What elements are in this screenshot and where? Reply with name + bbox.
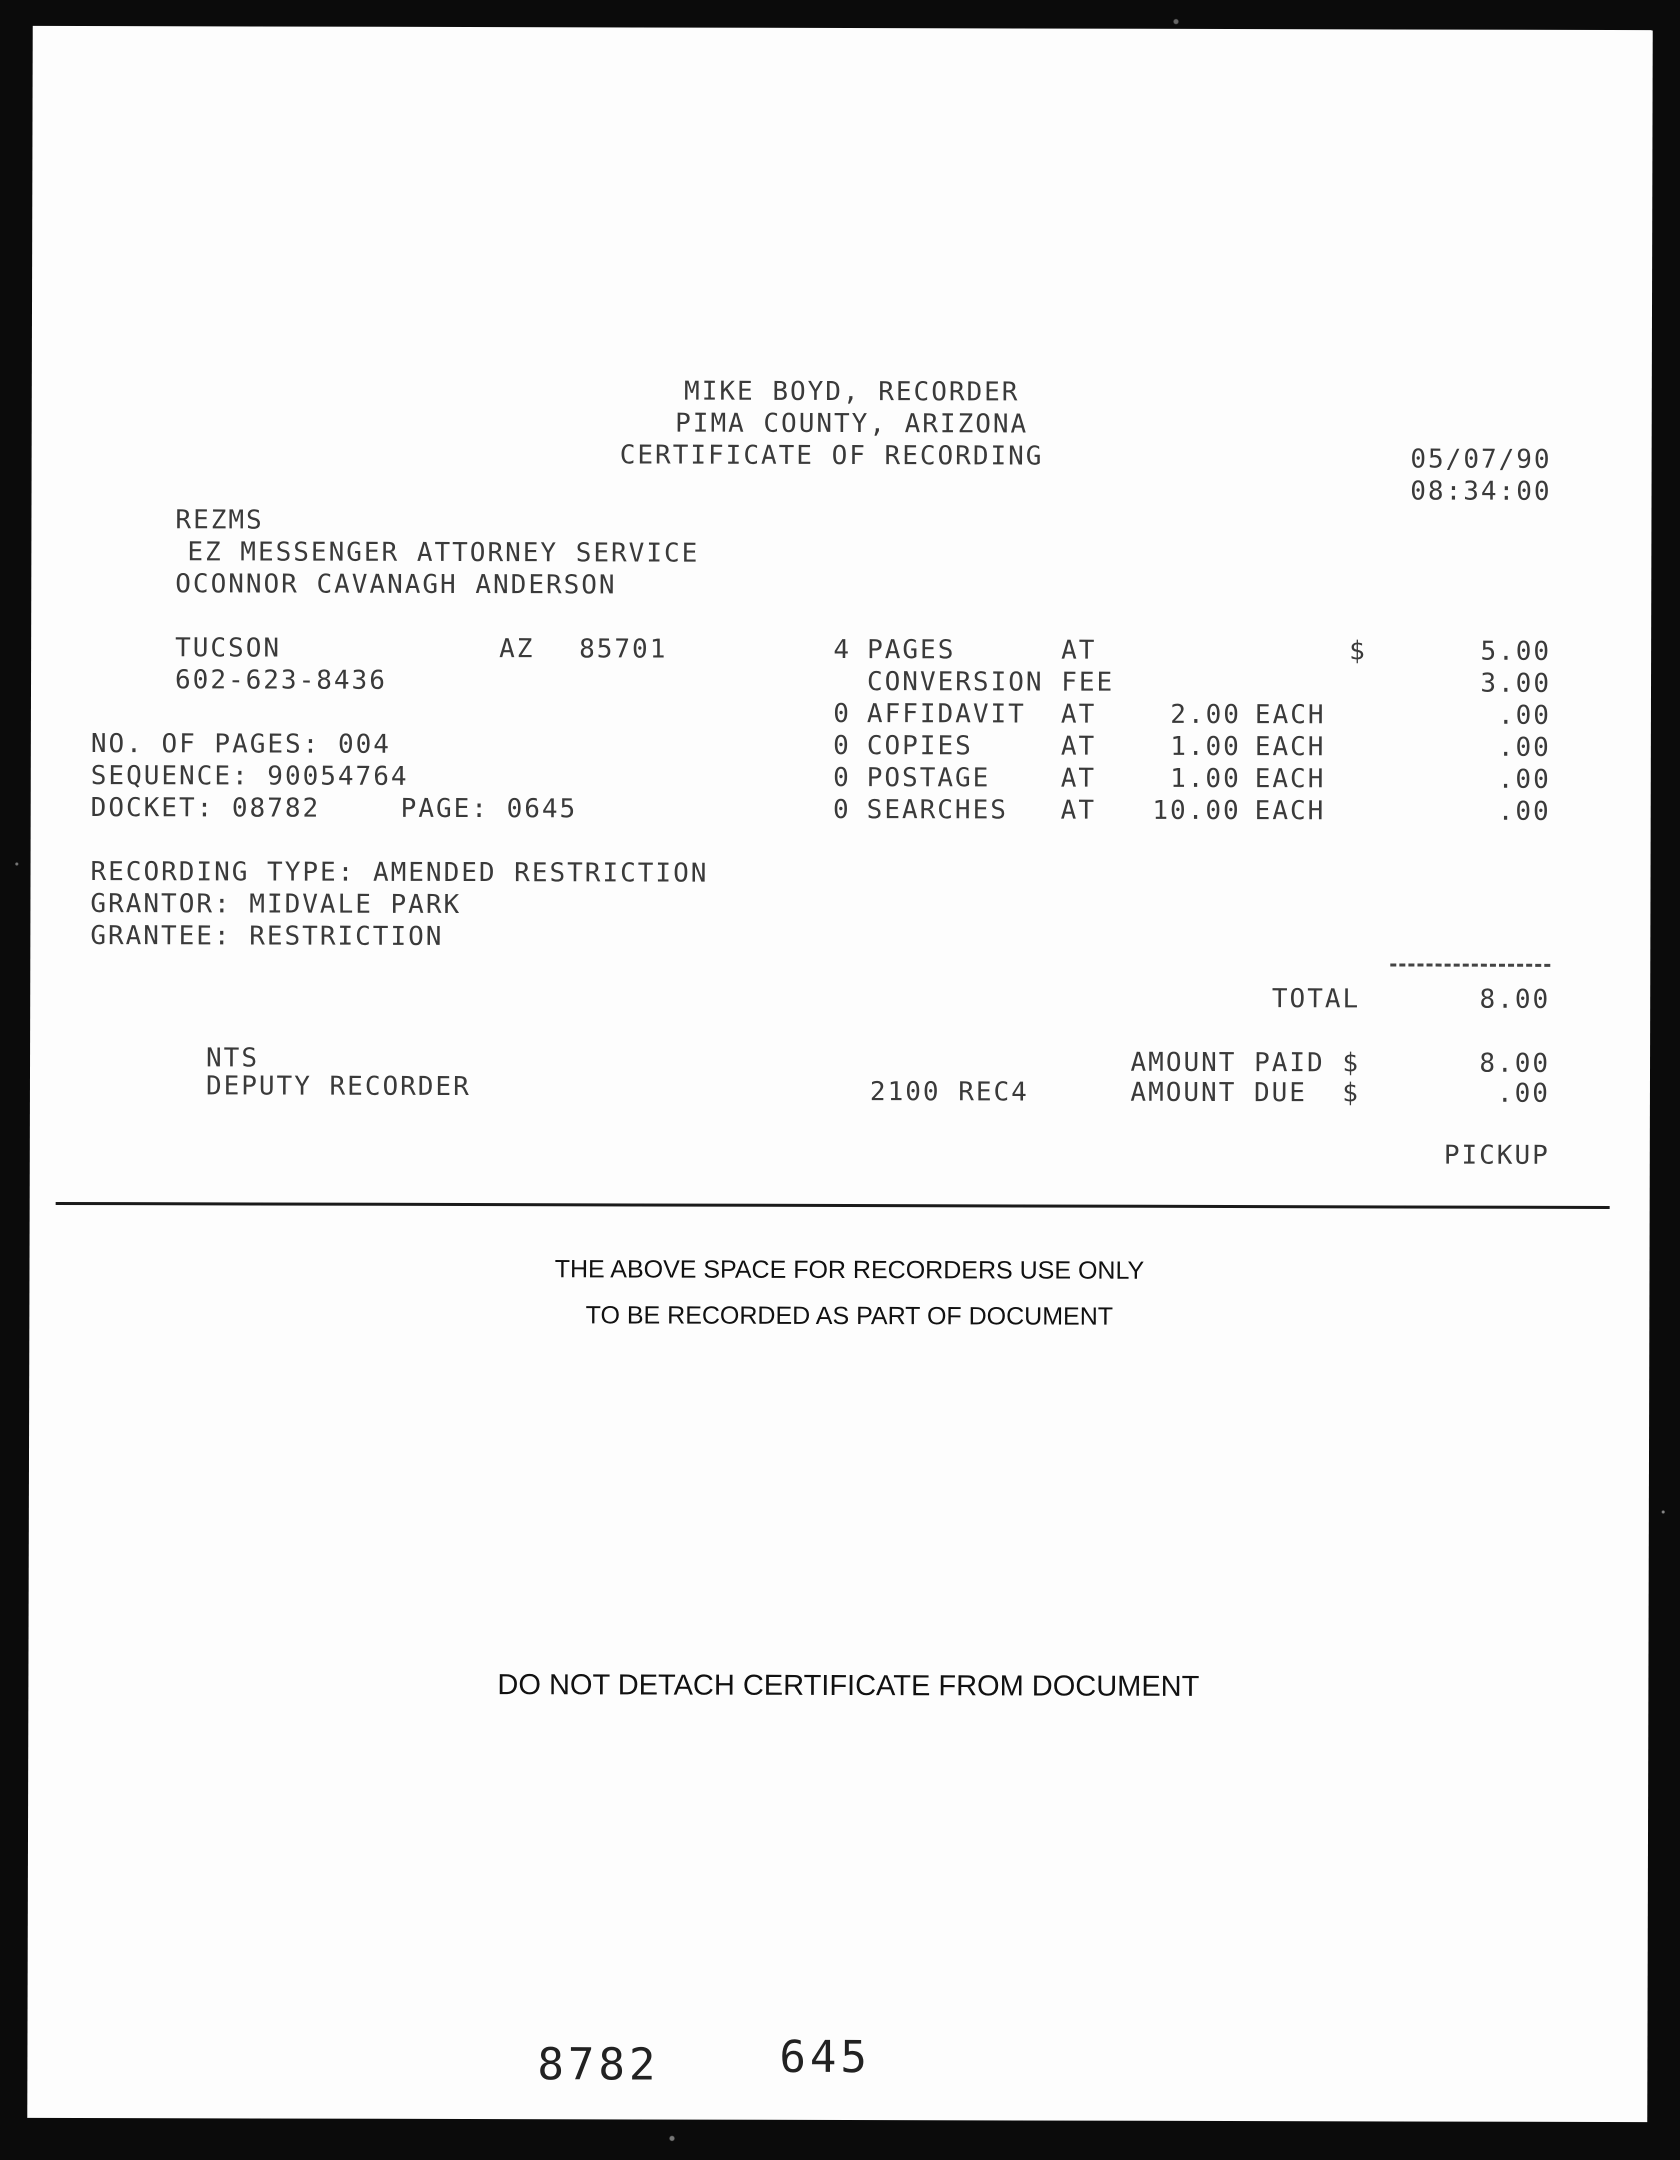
number-of-pages: NO. OF PAGES: 004 [90, 729, 392, 760]
fee-at: AT [1060, 795, 1097, 826]
fee-amount: 3.00 [1480, 668, 1552, 699]
fee-item: PAGES [867, 635, 956, 666]
amount-paid: 8.00 [1479, 1048, 1551, 1079]
total-amount: 8.00 [1479, 984, 1551, 1015]
total-divider [1390, 963, 1550, 966]
fee-qty: 0 [833, 762, 851, 794]
recorder-name: MIKE BOYD, RECORDER [684, 376, 1020, 408]
fee-each: EACH [1254, 732, 1326, 763]
fee-item: AFFIDAVIT [866, 699, 1026, 730]
fee-rate: 1.00 [1170, 731, 1241, 763]
submitter-code: REZMS [175, 505, 264, 536]
fee-amount: .00 [1497, 700, 1551, 731]
recorders-use-notice: THE ABOVE SPACE FOR RECORDERS USE ONLY [554, 1255, 1145, 1285]
fee-rate: 1.00 [1170, 763, 1241, 795]
fee-qty: 0 [832, 794, 851, 826]
grantee: GRANTEE: RESTRICTION [90, 921, 444, 952]
fee-amount: .00 [1497, 764, 1551, 795]
fee-rate: 10.00 [1152, 795, 1241, 827]
fee-qty: 4 [833, 634, 852, 666]
deputy-initials: NTS [205, 1043, 260, 1074]
fee-rate: 2.00 [1170, 699, 1241, 731]
submitter-name-1: EZ MESSENGER ATTORNEY SERVICE [187, 537, 700, 569]
recorder-section-divider [56, 1202, 1610, 1209]
county-name: PIMA COUNTY, ARIZONA [675, 408, 1029, 440]
amount-paid-label: AMOUNT PAID $ [1130, 1047, 1361, 1079]
submitter-zip: 85701 [579, 634, 668, 665]
fee-each: EACH [1254, 764, 1326, 795]
docket-number: DOCKET: 08782 [90, 793, 321, 824]
fee-at: AT [1060, 699, 1097, 730]
submitter-name-2: OCONNOR CAVANAGH ANDERSON [175, 569, 617, 601]
fee-item: COPIES [866, 731, 973, 762]
submitter-state: AZ [499, 634, 535, 665]
fee-at: AT [1060, 763, 1097, 794]
fee-amount: 5.00 [1480, 636, 1552, 667]
fee-dollar: $ [1349, 636, 1367, 667]
recording-type: RECORDING TYPE: AMENDED RESTRICTION [90, 857, 709, 889]
certificate-title: CERTIFICATE OF RECORDING [619, 440, 1044, 472]
fee-at: AT [1061, 635, 1097, 666]
amount-due-label: AMOUNT DUE $ [1130, 1077, 1360, 1109]
fee-at: AT [1060, 731, 1097, 762]
submitter-phone: 602-623-8436 [174, 665, 387, 696]
certificate-page [27, 26, 1652, 2122]
fee-item: CONVERSION FEE [866, 667, 1115, 698]
station-id: 2100 REC4 [869, 1077, 1029, 1108]
grantor: GRANTOR: MIDVALE PARK [90, 889, 462, 921]
submitter-city: TUCSON [175, 633, 282, 664]
fee-item: POSTAGE [866, 763, 991, 794]
page-number: PAGE: 0645 [400, 793, 578, 825]
fee-amount: .00 [1497, 796, 1551, 827]
fee-each: EACH [1254, 796, 1326, 827]
sequence-number: SEQUENCE: 90054764 [90, 761, 409, 792]
fee-qty: 0 [833, 730, 851, 762]
total-label: TOTAL [1271, 984, 1361, 1015]
amount-due: .00 [1496, 1078, 1550, 1109]
fee-item: SEARCHES [866, 795, 1008, 826]
deputy-title: DEPUTY RECORDER [205, 1071, 471, 1103]
recording-date: 05/07/90 [1410, 444, 1552, 475]
pickup-label: PICKUP [1443, 1140, 1550, 1171]
stamp-docket-number: 8782 [537, 2039, 660, 2091]
fee-qty: 0 [833, 698, 851, 730]
fee-each: EACH [1254, 700, 1326, 731]
detach-warning: DO NOT DETACH CERTIFICATE FROM DOCUMENT [497, 1669, 1200, 1703]
stamp-page-number: 645 [779, 2031, 871, 2084]
recording-time: 08:34:00 [1410, 476, 1552, 507]
recorded-as-part-notice: TO BE RECORDED AS PART OF DOCUMENT [585, 1301, 1114, 1331]
fee-amount: .00 [1497, 732, 1551, 763]
